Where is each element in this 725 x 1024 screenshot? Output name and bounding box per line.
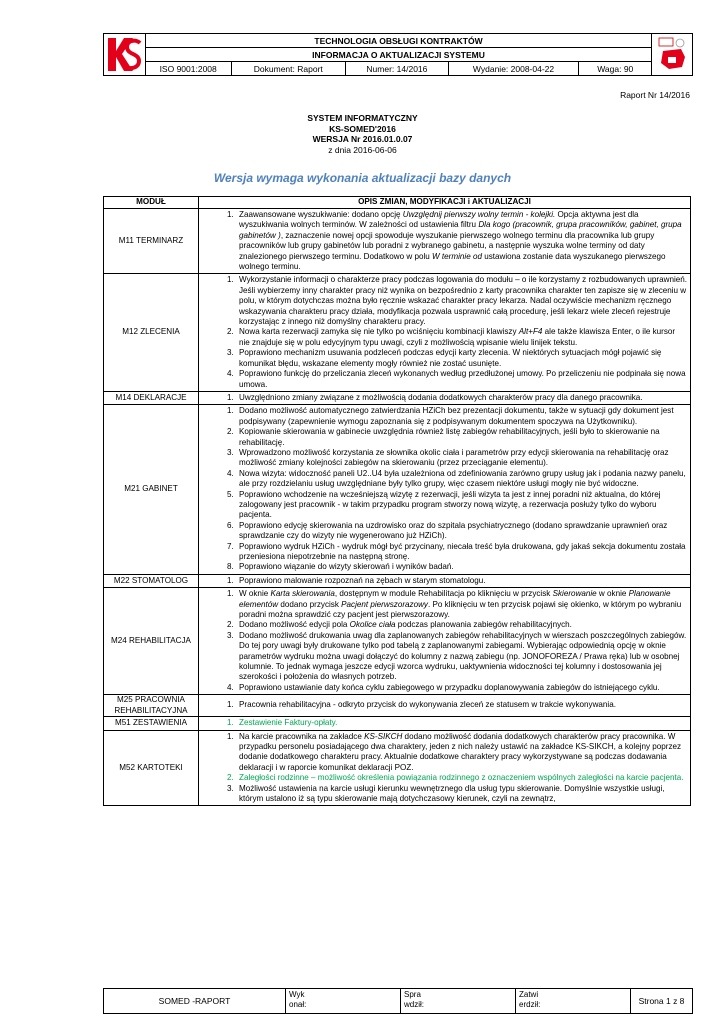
module-changes: 1. Zestawienie Faktury-opłaty.	[199, 717, 691, 730]
table-row	[104, 695, 691, 717]
system-line-1: SYSTEM INFORMATYCZNY	[307, 113, 418, 123]
header-weight: Waga: 90	[579, 62, 652, 76]
system-line-2: KS-SOMED'2016	[329, 123, 396, 134]
table-row	[104, 405, 691, 575]
column-header-description: OPIS ZMIAN, MODYFIKACJI i AKTUALIZACJI	[199, 197, 691, 209]
table-row	[104, 730, 691, 806]
award-crest-icon	[655, 35, 689, 73]
table-row	[104, 274, 691, 391]
header-title-1: TECHNOLOGIA OBSŁUGI KONTRAKTÓW	[145, 34, 652, 48]
table-row	[104, 717, 691, 730]
changes-table	[103, 196, 691, 806]
footer-title: SOMED -RAPORT	[104, 989, 286, 1014]
header-number: Numer: 14/2016	[345, 62, 448, 76]
module-name: M14 DEKLARACJE	[104, 391, 199, 404]
header-title-2: INFORMACJA O AKTUALIZACJI SYSTEMU	[145, 48, 652, 62]
module-name: M52 KARTOTEKI	[104, 730, 199, 806]
module-changes: 1. Wykorzystanie informacji o charakterze pracy podczas logowania do modułu – o ile korzystamy z rozbudowanych uprawnień. Jeśli wybierzemy inny charakter pracy niż wynika on bezpośrednio z karty pracownika charakter ten zapisze się w zleceniu w polu, w którym dotychczas można było ręcznie wskazać charakter pracy lekarza. Nadal oczywiście mechanizm ręcznego wskazywania charakteru pracy działa, modyfikacja pozwala usprawnić całą procedurę, jeśli lekarz wiele zleceń rejestruje korzystając z innego niż domyślny charakteru pracy. 2. Nowa karta rezerwacji zamyka się nie tylko po wciśnięciu kombinacji klawiszy Alt+F4 ale także klawisza Enter, o ile kursor nie znajduje się w polu edycyjnym typu uwagi, czyli z możliwością wpisanie wielu linijek tekstu. 3. Poprawiono mechanizm usuwania podzleceń podczas edycji karty zlecenia. W niektórych sytuacjach mógł pojawić się komunikat błędu, wskazane elementy mogły również nie zostać usunięte. 4. Poprawiono funkcję do przeliczania zleceń wykonanych według przedłużonej umowy. Po przeliczeniu nie podpinała się nowa umowa.	[199, 274, 691, 391]
module-changes: 1. Zaawansowane wyszukiwanie: dodano opcję Uwzględnij pierwszy wolny termin - kolejki. Opcja aktywna jest dla wyszukiwania wolnych terminów. W zależności od ustawienia filtru Dla kogo (pracownik, grupa pracowników, gabinet, grupa gabinetów ), zaznaczenie nowej opcji spowoduje wyszukanie pierwszego wolnego terminu dla pracownika lub grupy pracowników lub grupy gabinetów lub poradni z wybranego gabinetu, a następnie wyszuka wolne terminy od daty znalezionego pierwszego terminu. Dodatkowo w polu W terminie od ustawiona zostanie data wyszukanego pierwszego wolnego terminu.	[199, 209, 691, 274]
table-row	[104, 391, 691, 404]
module-name: M24 REHABILITACJA	[104, 588, 199, 695]
module-name: M12 ZLECENIA	[104, 274, 199, 391]
header-issue: Wydanie: 2008-04-22	[449, 62, 579, 76]
crest	[652, 34, 693, 76]
header-document: Dokument: Raport	[231, 62, 345, 76]
footer-sprawdzil: Spra wdził:	[401, 989, 516, 1014]
module-changes: 1. Dodano możliwość automatycznego zatwierdzania HZiCh bez prezentacji dokumentu, także w sytuacji gdy dokument jest podpisywany (zapewnienie wymogu zapoznania się z podpisywanym dokumentem spoczywa na Użytkowniku). 2. Kopiowanie skierowania w gabinecie uwzględnia również listę zabiegów rehabilitacyjnych, jeśli było to skierowanie na rehabilitację. 3. Wprowadzono możliwość korzystania ze słownika okolic ciała i parametrów przy edycji skierowania na rehabilitację oraz możliwość zmiany kolejności zabiegów na skierowaniu (przez przeciąganie elementu). 4. Nowa wizyta: widoczność paneli U2..U4 była uzależniona od zdefiniowania zarówno grupy usług jak i podania nazwy panelu, ale przy rozdzielaniu usług uwzględniane były tylko grupy, więc czasem niektóre usługi mogły nie być widoczne. 5. Poprawiono wchodzenie na wcześniejszą wizytę z rezerwacji, jeśli wizyta ta jest z innej poradni niż aktualna, do której zalogowany jest pracownik - w takim przypadku program stworzy nową wizytę, a rezerwacja posłuży tylko do wyboru pacjenta. 6. Poprawiono edycję skierowania na uzdrowisko oraz do szpitala psychiatrycznego (dodano sprawdzanie uprawnień oraz sprawdzanie czy do wizyty nie wygenerowano już HZiCh). 7. Poprawiono wydruk HZiCh - wydruk mógł być przycinany, niecała treść była drukowana, gdy jakaś sekcja dokumentu została przeniesiona niepotrzebnie na następną stronę. 8. Poprawiono wiązanie do wizyty skierowań i wyników badań.	[199, 405, 691, 575]
document-header	[103, 33, 693, 76]
module-name: M21 GABINET	[104, 405, 199, 575]
system-line-4: z dnia 2016-06-06	[328, 144, 397, 155]
module-name: M22 STOMATOLOG	[104, 574, 199, 587]
system-line-3: WERSJA Nr 2016.01.0.07	[312, 134, 413, 144]
raport-number: Raport Nr 14/2016	[620, 90, 690, 100]
footer-page-number: Strona 1 z 8	[631, 989, 693, 1014]
system-info	[0, 113, 725, 155]
module-name: M51 ZESTAWIENIA	[104, 717, 199, 730]
module-changes: 1. W oknie Karta skierowania, dostępnym w module Rehabilitacja po kliknięciu w przycisk Skierowanie w oknie Planowanie elementów dodano przycisk Pacjent pierwszorazowy. Po kliknięciu w ten przycisk pojawi się okienko, w którym po wybraniu poradni można sprawdzić czy pacjent jest pierwszorazowy. 2. Dodano możliwość edycji pola Okolice ciała podczas planowania zabiegów rehabilitacyjnych. 3. Dodano możliwość drukowania uwag dla zaplanowanych zabiegów rehabilitacyjnych w wierszach poszczególnych zabiegów. Do tej pory uwagi były drukowane tylko pod tabelą z zaplanowanymi zabiegami. Wybierając odpowiednią opcję w oknie parametrów wydruku można uwagi dołączyć do kolumny z nazwą zabiegu (np. JONOFOREZA / Prawa ręka) lub w osobnej kolumnie. To jednak wymaga jeszcze edycji wzorca wydruku, uaktywnienia widoczności tej kolumny i dostosowania jej szerokości i położenia do własnych potrzeb. 4. Poprawiono ustawianie daty końca cyklu zabiegowego w przypadku doplanowywania zabiegów do istniejącego cyklu.	[199, 588, 691, 695]
module-name: M25 PRACOWNIA REHABILITACYJNA	[104, 695, 199, 717]
company-logo	[104, 34, 146, 76]
document-footer	[103, 988, 693, 1014]
footer-wykonal: Wyk onał:	[286, 989, 401, 1014]
column-header-module: MODUŁ	[104, 197, 199, 209]
module-name: M11 TERMINARZ	[104, 209, 199, 274]
ks-logo-icon	[106, 35, 142, 73]
footer-zatwierdzil: Zatwi erdził:	[516, 989, 631, 1014]
module-changes: 1. Pracownia rehabilitacyjna - odkryto przycisk do wykonywania zleceń ze statusem w trakcie wykonywania.	[199, 695, 691, 717]
module-changes: 1. Na karcie pracownika na zakładce KS-SIKCH dodano możliwość dodania dodatkowych charakterów pracy pracownika. W przypadku personelu posiadającego dwa charaktery, jeden z nich należy ustawić na zakładce KS-SIKCH, a kolejny poprzez dodanie dodatkowego charakteru pracy. Aktualnie dodatkowe charaktery pracy wykorzystywane są podczas dodawania deklaracji i w raporcie komunikat deklaracji POZ. 2. Zaległości rodzinne – możliwość określenia powiązania rodzinnego z oznaczeniem wspólnych zaległości na karcie pacjenta. 3. Możliwość ustawienia na karcie usługi kierunku wewnętrznego dla usług typu skierowanie. Domyślnie wszystkie usługi, którym ustalono iż są typu skierowanie mają dotychczasowy kierunek, czyli na zewnątrz,	[199, 730, 691, 806]
module-changes: 1. Uwzględniono zmiany związane z możliwością dodania dodatkowych charakterów pracy dla danego pracownika.	[199, 391, 691, 404]
table-row	[104, 588, 691, 695]
module-changes: 1. Poprawiono malowanie rozpoznań na zębach w starym stomatologu.	[199, 574, 691, 587]
header-iso: ISO 9001:2008	[145, 62, 231, 76]
table-row	[104, 574, 691, 587]
update-notice: Wersja wymaga wykonania aktualizacji bazy danych	[213, 171, 512, 185]
table-row	[104, 209, 691, 274]
